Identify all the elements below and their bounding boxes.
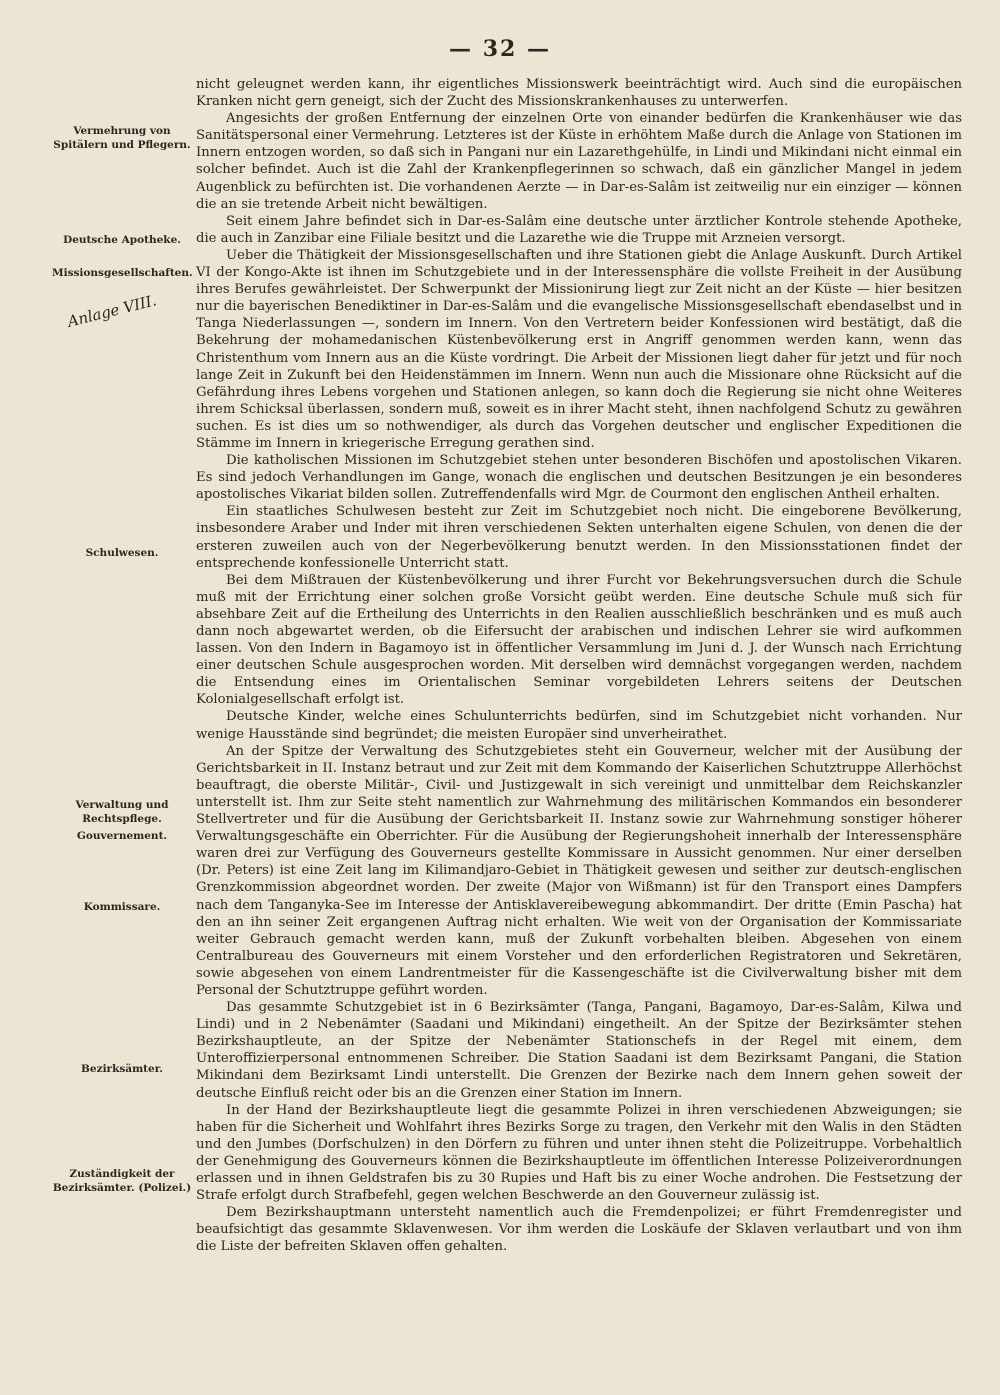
side-note-missionen: Missionsgesellschaften. (52, 267, 193, 279)
paragraph: Angesichts der großen Entfernung der einzelnen Orte von einander bedürfen die Krankenhäuser wie das Sanitätspersonal einer Vermehrung. Letzteres ist der Küste in erhöhtem Maße durch die Anlage von Stationen im Innern entzogen worden, so daß sich in Pangani nur ein Lazarethgehülfe, in Lindi und Mikindani nicht einmal ein solcher befindet. Auch ist die Zahl der Krankenpflegerinnen so schwach, daß ein gänzlicher Mangel in jedem Augenblick zu befürchten ist. Die vorhandenen Aerzte — in Dar-es-Salâm ist zeitweilig nur ein einziger — können die an sie tretende Arbeit nicht bewältigen. (196, 111, 962, 212)
side-note-bezirksaemter: Bezirksämter. (81, 1063, 163, 1075)
paragraph: Ein staatliches Schulwesen besteht zur Zeit im Schutzgebiet noch nicht. Die eingeborene Bevölkerung, insbesondere Araber und Inder mit ihren verschiedenen Sekten unterhalten eigene Schulen, von denen die der ersteren zuweilen auch von der Negerbevölkerung benutzt werden. In den Missionsstationen findet der entsprechende konfessionelle Unterricht statt. (196, 504, 962, 571)
main-text (196, 76, 962, 1255)
side-note-spitaeler: Vermehrung von Spitälern und Pflegern. (53, 125, 191, 151)
anlage-annotation: Anlage VIII. (65, 291, 159, 331)
paragraph: Deutsche Kinder, welche eines Schulunterrichts bedürfen, sind im Schutzgebiet nicht vorhanden. Nur wenige Hausstände sind begründet; die meisten Europäer sind unverheirathet. (196, 709, 962, 742)
page-number: — 32 — (449, 36, 551, 62)
paragraph: Das gesammte Schutzgebiet ist in 6 Bezirksämter (Tanga, Pangani, Bagamoyo, Dar-es-Salâm, Kilwa und Lindi) und in 2 Nebenämter (Saadani und Mikindani) eingetheilt. An der Spitze der Bezirksämter stehen Bezirkshauptleute, an der Spitze der Nebenämter Stationschefs in der Regel mit einem, dem Unteroffizierpersonal entnommenen Schreiber. Die Station Saadani ist dem Bezirksamt Pangani, die Station Mikindani dem Bezirksamt Lindi unterstellt. Die Grenzen der Bezirke nach dem Innern gehen soweit der deutsche Einfluß reicht oder bis an die Grenzen einer Station im Innern. (196, 1000, 962, 1101)
paragraph: Seit einem Jahre befindet sich in Dar-es-Salâm eine deutsche unter ärztlicher Kontrole stehende Apotheke, die auch in Zanzibar eine Filiale besitzt und die Lazarethe wie die Truppe mit Arzneien versorgt. (196, 213, 962, 246)
paragraph: Bei dem Mißtrauen der Küstenbevölkerung und ihrer Furcht vor Bekehrungsversuchen durch die Schule muß mit der Errichtung einer solchen große Vorsicht geübt werden. Eine deutsche Schule muß sich für absehbare Zeit auf die Ertheilung des Unterrichts in den Realien ausschließlich beschränken und es muß auch dann noch abgewartet werden, ob die Eifersucht der arabischen und indischen Lehrer sie wird aufkommen lassen. Von den Indern in Bagamoyo ist in öffentlicher Versammlung im Juni d. J. der Wunsch nach Errichtung einer deutschen Schule ausgesprochen worden. Mit derselben wird demnächst vorgegangen werden, nachdem die Entsendung eines im Orientalischen Seminar vorgebildeten Lehrers seitens der Deutschen Kolonialgesellschaft erfolgt ist. (196, 572, 962, 708)
paragraph: Ueber die Thätigkeit der Missionsgesellschaften und ihre Stationen giebt die Anlage Auskunft. Durch Artikel VI der Kongo-Akte ist ihnen im Schutzgebiete und in der Interessensphäre die vollste Freiheit in der Ausübung ihres Berufes gewährleistet. Der Schwerpunkt der Missionirung liegt zur Zeit nicht an der Küste — hier besitzen nur die bayerischen Benediktiner in Dar-es-Salâm und die evangelische Missionsgesellschaft ebendaselbst und in Tanga Niederlassungen —, sondern im Innern. Von den Vertretern beider Konfessionen wird bestätigt, daß die Bekehrung der mohamedanischen Küstenbevölkerung erst in Angriff genommen werden kann, wenn das Christenthum vom Innern aus an die Küste vordringt. Die Arbeit der Missionen liegt daher für jetzt und für noch lange Zeit in Zukunft bei den Heidenstämmen im Innern. Wenn nun auch die Missionare ohne Rücksicht auf die Gefährdung ihres Lebens vorgehen und Stationen anlegen, so kann doch die Regierung sie nicht ohne Weiteres ihrem Schicksal überlassen, sondern muß, soweit es in ihrer Macht steht, ihnen nachfolgend Schutz zu gewähren suchen. Es ist dies um so nothwendiger, als durch das Vorgehen deutscher und englischer Expeditionen die Stämme im Innern in kriegerische Erregung gerathen sind. (196, 247, 962, 451)
side-note-zustaendigkeit: Zuständigkeit der Bezirksämter. (Polizei.) (52, 1168, 192, 1194)
side-note-gouvernement: Gouvernement. (76, 830, 168, 842)
paragraph: Die katholischen Missionen im Schutzgebiet stehen unter besonderen Bischöfen und apostolischen Vikaren. Es sind jedoch Verhandlungen im Gange, wonach die englischen und deutschen Besitzungen je ein besonderes apostolisches Vikariat bilden sollen. Zutreffendenfalls wird Mgr. de Courmont den englischen Antheil erhalten. (196, 453, 962, 503)
paragraph: nicht geleugnet werden kann, ihr eigentliches Missionswerk beeinträchtigt wird. Auch sind die europäischen Kranken nicht gern geneigt, sich der Zucht des Missionskrankenhauses zu unterwerfen. (196, 77, 962, 110)
side-note-verwaltung: Verwaltung und Rechtspflege. (75, 799, 169, 825)
paragraph: In der Hand der Bezirkshauptleute liegt die gesammte Polizei in ihren verschiedenen Abzweigungen; sie haben für die Sicherheit und Wohlfahrt ihres Bezirks Sorge zu tragen, den Verkehr mit den Walis in den Städten und den Jumbes (Dorfschulzen) in den Dörfern zu führen und unter ihnen steht die Polizeitruppe. Vorbehaltlich der Genehmigung des Gouverneurs können die Bezirkshauptleute im öffentlichen Interesse Polizeiverordnungen erlassen und in ihnen Geldstrafen bis zu 30 Rupies und Haft bis zu einer Woche androhen. Die Festsetzung der Strafe erfolgt durch Strafbefehl, gegen welchen Beschwerde an den Gouverneur zulässig ist. (196, 1102, 962, 1204)
side-note-kommissare: Kommissare. (83, 901, 161, 913)
paragraph: An der Spitze der Verwaltung des Schutzgebietes steht ein Gouverneur, welcher mit der Ausübung der Gerichtsbarkeit in II. Instanz betraut und zur Zeit mit dem Kommando der Kaiserlichen Schutztruppe Allerhöchst beauftragt, die oberste Militär-, Civil- und Justizgewalt in sich vereinigt und unmittelbar dem Reichskanzler unterstellt ist. Ihm zur Seite steht namentlich zur Wahrnehmung des militärischen Kommandos ein besonderer Stellvertreter und für die Ausübung der Gerichtsbarkeit II. Instanz sowie zur Wahrnehmung sonstiger höherer Verwaltungsgeschäfte ein Oberrichter. Für die Ausübung der Regierungshoheit innerhalb der Interessensphäre waren drei zur Verfügung des Gouverneurs gestellte Kommissare in Aussicht genommen. Nur einer derselben (Dr. Peters) ist eine Zeit lang im Kilimandjaro-Gebiet in Thätigkeit gewesen und seither zur deutsch-englischen Grenzkommission abgeordnet worden. Der zweite (Major von Wißmann) ist für den Transport eines Dampfers nach dem Tanganyka-See im Interesse der Antisklavereibewegung abkommandirt. Der dritte (Emin Pascha) hat den an ihn seiner Zeit ergangenen Auftrag nicht erhalten. Wie weit von der Organisation der Kommissariate weiter Gebrauch gemacht werden kann, muß der Zukunft vorbehalten bleiben. Abgesehen von einem Centralbureau des Gouverneurs mit einem Vorsteher und den erforderlichen Registratoren und Sekretären, sowie abgesehen von einem Landrentmeister für die Kassengeschäfte ist die Civilverwaltung bisher mit dem Personal der Schutztruppe geführt worden. (196, 743, 962, 998)
side-note-apotheke: Deutsche Apotheke. (63, 234, 181, 246)
side-note-schulwesen: Schulwesen. (85, 547, 159, 559)
paragraph: Dem Bezirkshauptmann untersteht namentlich auch die Fremdenpolizei; er führt Fremdenregister und beaufsichtigt das gesammte Sklavenwesen. Vor ihm werden die Loskäufe der Sklaven verlautbart und von ihm die Liste der befreiten Sklaven offen gehalten. (196, 1205, 962, 1255)
